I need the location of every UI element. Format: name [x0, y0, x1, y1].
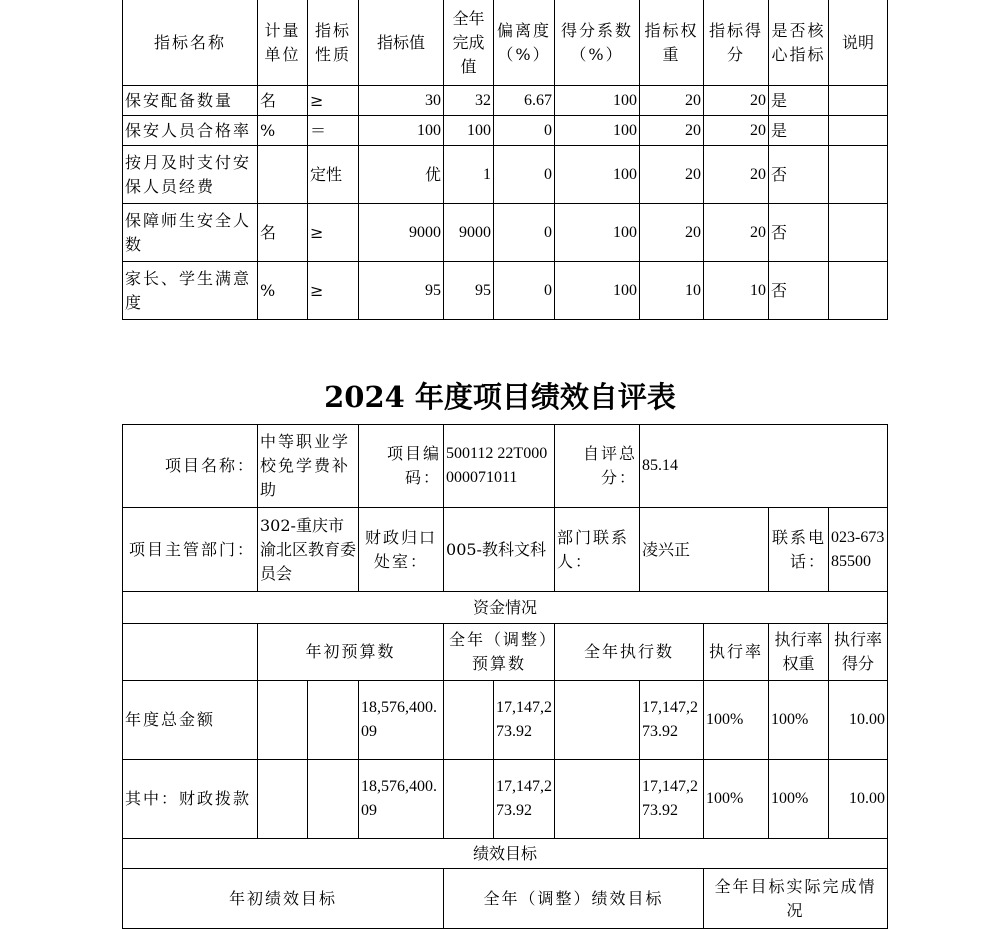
fund-section-title: 资金情况: [123, 592, 888, 624]
phone-label: 联系电话：: [769, 508, 829, 592]
finance-value: 005-教科文科: [444, 508, 555, 592]
weight: 20: [640, 204, 704, 262]
fund-rate-score: 10.00: [829, 681, 888, 760]
table-row: [123, 262, 888, 320]
unit: 名: [258, 86, 308, 116]
project-info-row: [123, 425, 888, 508]
actual-value: 100: [444, 116, 494, 146]
deviation: 0: [494, 204, 555, 262]
indicator-name: 保障师生安全人数: [123, 204, 258, 262]
table-row: [123, 86, 888, 116]
fund-header-row: [123, 624, 888, 681]
header-weight: 指标权重: [640, 0, 704, 86]
target-value: 100: [359, 116, 444, 146]
dept-info-row: [123, 508, 888, 592]
score: 20: [704, 204, 769, 262]
fund-row-label: 其中：财政拨款: [123, 760, 258, 839]
fund-executed: 17,147,273.92: [640, 760, 704, 839]
score-coef: 100: [555, 146, 640, 204]
header-score-coef: 得分系数（%）: [555, 0, 640, 86]
target-value: 9000: [359, 204, 444, 262]
indicator-header-row: [123, 0, 888, 86]
nature: ≥: [308, 204, 359, 262]
contact-value: 凌兴正: [640, 508, 769, 592]
note: [829, 146, 888, 204]
empty-cell: [444, 760, 494, 839]
score: 20: [704, 86, 769, 116]
header-core: 是否核心指标: [769, 0, 829, 86]
score-coef: 100: [555, 204, 640, 262]
deviation: 6.67: [494, 86, 555, 116]
header-nature: 指标性质: [308, 0, 359, 86]
indicator-name: 保安人员合格率: [123, 116, 258, 146]
score: 20: [704, 116, 769, 146]
table-row: [123, 116, 888, 146]
empty-cell: [444, 681, 494, 760]
project-name-value: 中等职业学校免学费补助: [258, 425, 359, 508]
contact-label: 部门联系人：: [555, 508, 640, 592]
fund-section-row: [123, 592, 888, 624]
goal-header-row: [123, 869, 888, 929]
fund-header-rate-weight: 执行率权重: [769, 624, 829, 681]
note: [829, 204, 888, 262]
page-title: 2024 年度项目绩效自评表: [324, 380, 676, 414]
project-name-label: 项目名称：: [123, 425, 258, 508]
nature: ≥: [308, 262, 359, 320]
table-row: [123, 681, 888, 760]
is-core: 是: [769, 116, 829, 146]
unit: %: [258, 262, 308, 320]
header-note: 说明: [829, 0, 888, 86]
score-coef: 100: [555, 262, 640, 320]
fund-initial: 18,576,400.09: [359, 760, 444, 839]
header-indicator-name: 指标名称: [123, 0, 258, 86]
fund-rate: 100%: [704, 681, 769, 760]
fund-executed: 17,147,273.92: [640, 681, 704, 760]
project-code-label: 项目编码：: [359, 425, 444, 508]
fund-initial: 18,576,400.09: [359, 681, 444, 760]
deviation: 0: [494, 116, 555, 146]
empty-cell: [555, 681, 640, 760]
is-core: 否: [769, 262, 829, 320]
goal-header-adjusted: 全年（调整）绩效目标: [444, 869, 704, 929]
score: 20: [704, 146, 769, 204]
deviation: 0: [494, 262, 555, 320]
finance-label: 财政归口处室：: [359, 508, 444, 592]
phone-value: 023-67385500: [829, 508, 888, 592]
weight: 20: [640, 146, 704, 204]
score-coef: 100: [555, 86, 640, 116]
fund-rate-weight: 100%: [769, 681, 829, 760]
indicator-name: 保安配备数量: [123, 86, 258, 116]
is-core: 否: [769, 204, 829, 262]
empty-cell: [555, 760, 640, 839]
fund-header-rate: 执行率: [704, 624, 769, 681]
table-row: [123, 204, 888, 262]
fund-header-initial: 年初预算数: [258, 624, 444, 681]
table-row: [123, 760, 888, 839]
actual-value: 32: [444, 86, 494, 116]
target-value: 95: [359, 262, 444, 320]
header-target-value: 指标值: [359, 0, 444, 86]
fund-rate-weight: 100%: [769, 760, 829, 839]
actual-value: 1: [444, 146, 494, 204]
weight: 20: [640, 116, 704, 146]
fund-header-blank: [123, 624, 258, 681]
actual-value: 9000: [444, 204, 494, 262]
score-label: 自评总分：: [555, 425, 640, 508]
score-coef: 100: [555, 116, 640, 146]
nature: ≥: [308, 86, 359, 116]
unit: %: [258, 116, 308, 146]
indicator-table: [122, 0, 888, 320]
header-actual-value: 全年完成值: [444, 0, 494, 86]
is-core: 是: [769, 86, 829, 116]
empty-cell: [258, 760, 308, 839]
empty-cell: [308, 760, 359, 839]
note: [829, 116, 888, 146]
nature: ＝: [308, 116, 359, 146]
note: [829, 262, 888, 320]
fund-header-adjusted: 全年（调整）预算数: [444, 624, 555, 681]
header-unit: 计量单位: [258, 0, 308, 86]
weight: 10: [640, 262, 704, 320]
is-core: 否: [769, 146, 829, 204]
dept-value: 302-重庆市渝北区教育委员会: [258, 508, 359, 592]
goal-section-title: 绩效目标: [123, 839, 888, 869]
unit: [258, 146, 308, 204]
dept-label: 项目主管部门：: [123, 508, 258, 592]
fund-header-rate-score: 执行率得分: [829, 624, 888, 681]
actual-value: 95: [444, 262, 494, 320]
score: 10: [704, 262, 769, 320]
project-code-value: 500112 22T000000071011: [444, 425, 555, 508]
score-value: 85.14: [640, 425, 888, 508]
target-value: 优: [359, 146, 444, 204]
deviation: 0: [494, 146, 555, 204]
fund-adjusted: 17,147,273.92: [494, 760, 555, 839]
header-deviation: 偏离度（%）: [494, 0, 555, 86]
goal-header-initial: 年初绩效目标: [123, 869, 444, 929]
goal-section-row: [123, 839, 888, 869]
table-row: [123, 146, 888, 204]
fund-header-executed: 全年执行数: [555, 624, 704, 681]
unit: 名: [258, 204, 308, 262]
empty-cell: [258, 681, 308, 760]
header-score: 指标得分: [704, 0, 769, 86]
target-value: 30: [359, 86, 444, 116]
goal-header-actual: 全年目标实际完成情况: [704, 869, 888, 929]
indicator-name: 按月及时支付安保人员经费: [123, 146, 258, 204]
fund-rate: 100%: [704, 760, 769, 839]
fund-rate-score: 10.00: [829, 760, 888, 839]
nature: 定性: [308, 146, 359, 204]
fund-row-label: 年度总金额: [123, 681, 258, 760]
empty-cell: [308, 681, 359, 760]
weight: 20: [640, 86, 704, 116]
note: [829, 86, 888, 116]
self-eval-table: [122, 424, 888, 929]
fund-adjusted: 17,147,273.92: [494, 681, 555, 760]
indicator-name: 家长、学生满意度: [123, 262, 258, 320]
